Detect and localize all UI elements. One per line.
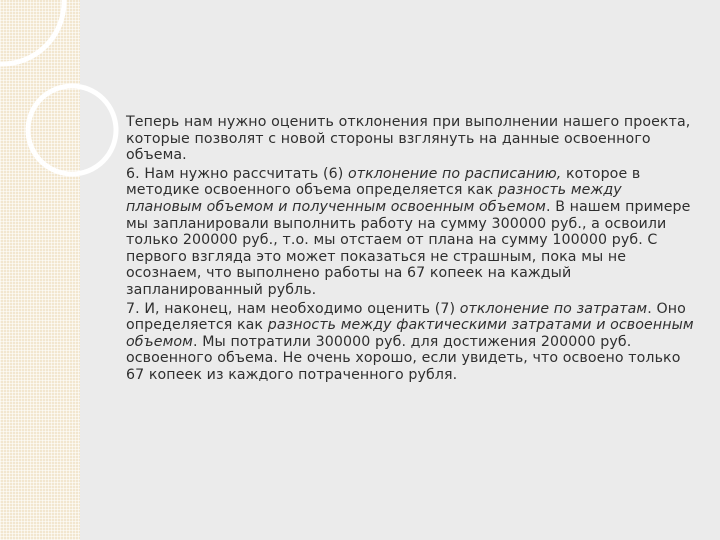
item-7-term: отклонение по затратам (459, 300, 648, 317)
item-6-definition: разность между плановым объемом и полученным освоенным объемом (126, 182, 622, 215)
decorative-circle-small (28, 86, 116, 174)
item-7-rest: . Мы потратили 300000 руб. для достижения 200000 руб. освоенного объема. Не очень хорошо, если увидеть, что освоено только 67 копеек из каждого потраченного рубля. (126, 333, 681, 383)
decorative-circles (0, 0, 140, 220)
item-6-term: отклонение по расписанию, (347, 165, 562, 182)
item-7-definition: разность между фактическими затратами и освоенным объемом (126, 317, 694, 350)
slide-body-text (126, 114, 694, 386)
decorative-circle-large (0, 0, 64, 64)
item-6-rest: . В нашем примере мы запланировали выполнить работу на сумму 300000 руб., а освоили только 200000 руб., т.о. мы отстаем от плана на сумму 100000 руб. С первого взгляда это может показаться не страшным, пока мы не осознаем, что выполнено работы на 67 копеек на каждый запланированный рубль. (126, 198, 691, 298)
item-7-lead: 7. И, наконец, нам необходимо оценить (7) (126, 300, 460, 317)
item-7-paragraph (126, 301, 694, 384)
item-7-mid: . Оно определяется как (126, 300, 686, 334)
item-6-lead: 6. Нам нужно рассчитать (6) (126, 165, 348, 182)
item-6-mid: которое в методике освоенного объема определяется как (126, 165, 641, 199)
intro-paragraph: Теперь нам нужно оценить отклонения при выполнении нашего проекта, которые позволят с новой стороны взглянуть на данные освоенного объема. (126, 114, 691, 164)
item-6-paragraph (126, 166, 694, 299)
